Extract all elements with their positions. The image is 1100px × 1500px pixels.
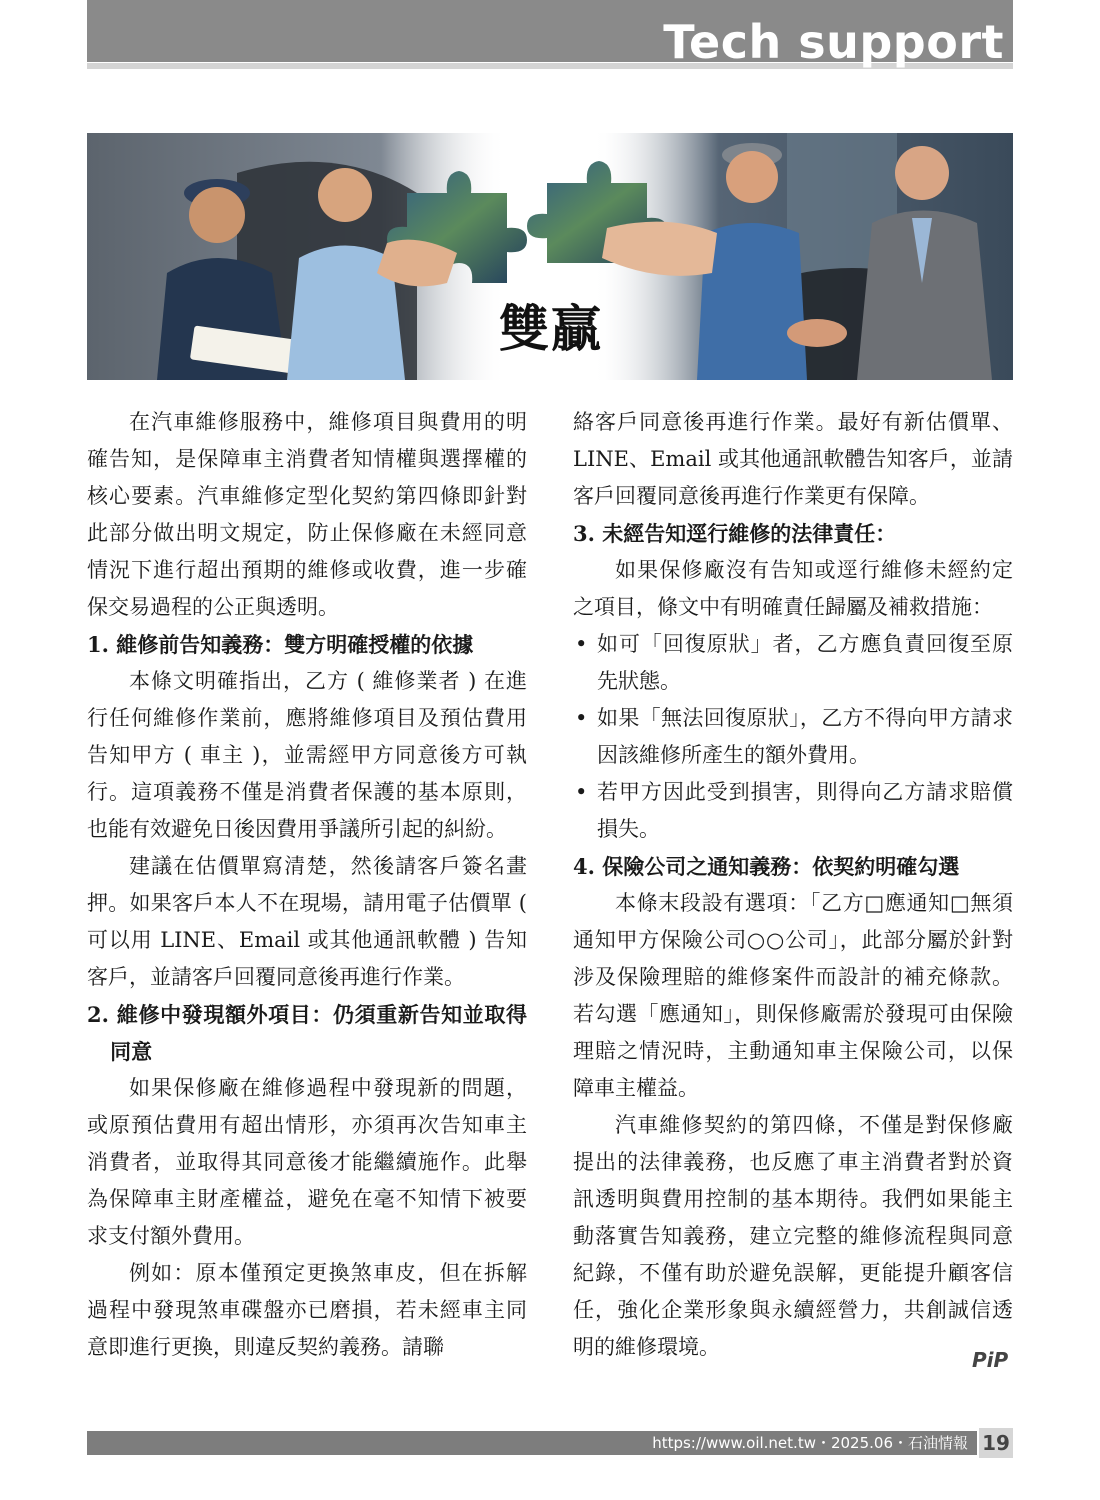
list-item: • 如可「回復原狀」者，乙方應負責回復至原先狀態。 (573, 626, 1013, 700)
section1-paragraph-1: 本條文明確指出，乙方 ( 維修業者 ) 在進行任何維修作業前，應將維修項目及預估費用告知甲方 ( 車主 )，並需經甲方同意後方可執行。這項義務不僅是消費者保護的基本原則，也能有效避免日後因費用爭議所引起的糾紛。 (87, 669, 527, 841)
end-mark-logo: PiP (972, 1348, 1009, 1372)
bullet-icon: • (575, 780, 588, 804)
section3-heading: 3. 未經告知逕行維修的法律責任： (573, 521, 897, 546)
bullet-icon: • (575, 632, 588, 656)
hero-banner (87, 133, 1013, 380)
article-column-left (87, 404, 527, 1366)
section2-paragraph-1: 如果保修廠在維修過程中發現新的問題，或原預估費用有超出情形，亦須再次告知車主消費者，並取得其同意後才能繼續施作。此舉為保障車主財產權益，避免在毫不知情下被要求支付額外費用。 (87, 1076, 527, 1248)
section2-paragraph-2: 例如：原本僅預定更換煞車皮，但在拆解過程中發現煞車碟盤亦已磨損，若未經車主同意即進行更換，則違反契約義務。請聯 (87, 1261, 527, 1359)
list-item: • 若甲方因此受到損害，則得向乙方請求賠償損失。 (573, 774, 1013, 848)
section1-heading: 1. 維修前告知義務：雙方明確授權的依據 (87, 632, 474, 657)
article-column-right (573, 404, 1013, 1366)
section3-bullet-list (573, 626, 1013, 848)
bullet-icon: • (575, 706, 588, 730)
section2-paragraph-2-continued: 絡客戶同意後再進行作業。最好有新估價單、LINE、Email 或其他通訊軟體告知客戶，並請客戶回覆同意後再進行作業更有保障。 (573, 410, 1013, 508)
handshake (787, 319, 847, 347)
section4-paragraph-1: 本條末段設有選項：「乙方□應通知□無須通知甲方保險公司○○公司」，此部分屬於針對涉及保險理賠的維修案件而設計的補充條款。若勾選「應通知」，則保修廠需於發現可由保險理賠之情況時，主動通知車主保險公司，以保障車主權益。 (573, 891, 1013, 1100)
page-number: 19 (979, 1428, 1013, 1458)
section1-paragraph-2: 建議在估價單寫清楚，然後請客戶簽名畫押。如果客戶本人不在現場，請用電子估價單 ( 可以用 LINE、Email 或其他通訊軟體 ) 告知客戶，並請客戶回覆同意後再進行作業。 (87, 854, 527, 989)
footer-publication-info: https://www.oil.net.tw・2025.06・石油情報 (652, 1434, 968, 1452)
section3-paragraph-1: 如果保修廠沒有告知或逕行維修未經約定之項目，條文中有明確責任歸屬及補救措施： (573, 558, 1013, 619)
section4-heading: 4. 保險公司之通知義務：依契約明確勾選 (573, 854, 960, 879)
intro-paragraph: 在汽車維修服務中，維修項目與費用的明確告知，是保障車主消費者知情權與選擇權的核心要素。汽車維修定型化契約第四條即針對此部分做出明文規定，防止保修廠在未經同意情況下進行超出預期的維修或收費，進一步確保交易過程的公正與透明。 (87, 410, 527, 619)
section-title: Tech support (663, 15, 1004, 69)
conclusion-paragraph: 汽車維修契約的第四條，不僅是對保修廠提出的法律義務，也反應了車主消費者對於資訊透明與費用控制的基本期待。我們如果能主動落實告知義務，建立完整的維修流程與同意紀錄，不僅有助於避免誤解，更能提升顧客信任，強化企業形象與永續經營力，共創誠信透明的維修環境。 (573, 1113, 1013, 1359)
section2-heading: 2. 維修中發現額外項目：仍須重新告知並取得同意 (87, 1002, 527, 1064)
list-item: • 如果「無法回復原狀」，乙方不得向甲方請求因該維修所產生的額外費用。 (573, 700, 1013, 774)
hero-title: 雙贏 (499, 299, 603, 358)
